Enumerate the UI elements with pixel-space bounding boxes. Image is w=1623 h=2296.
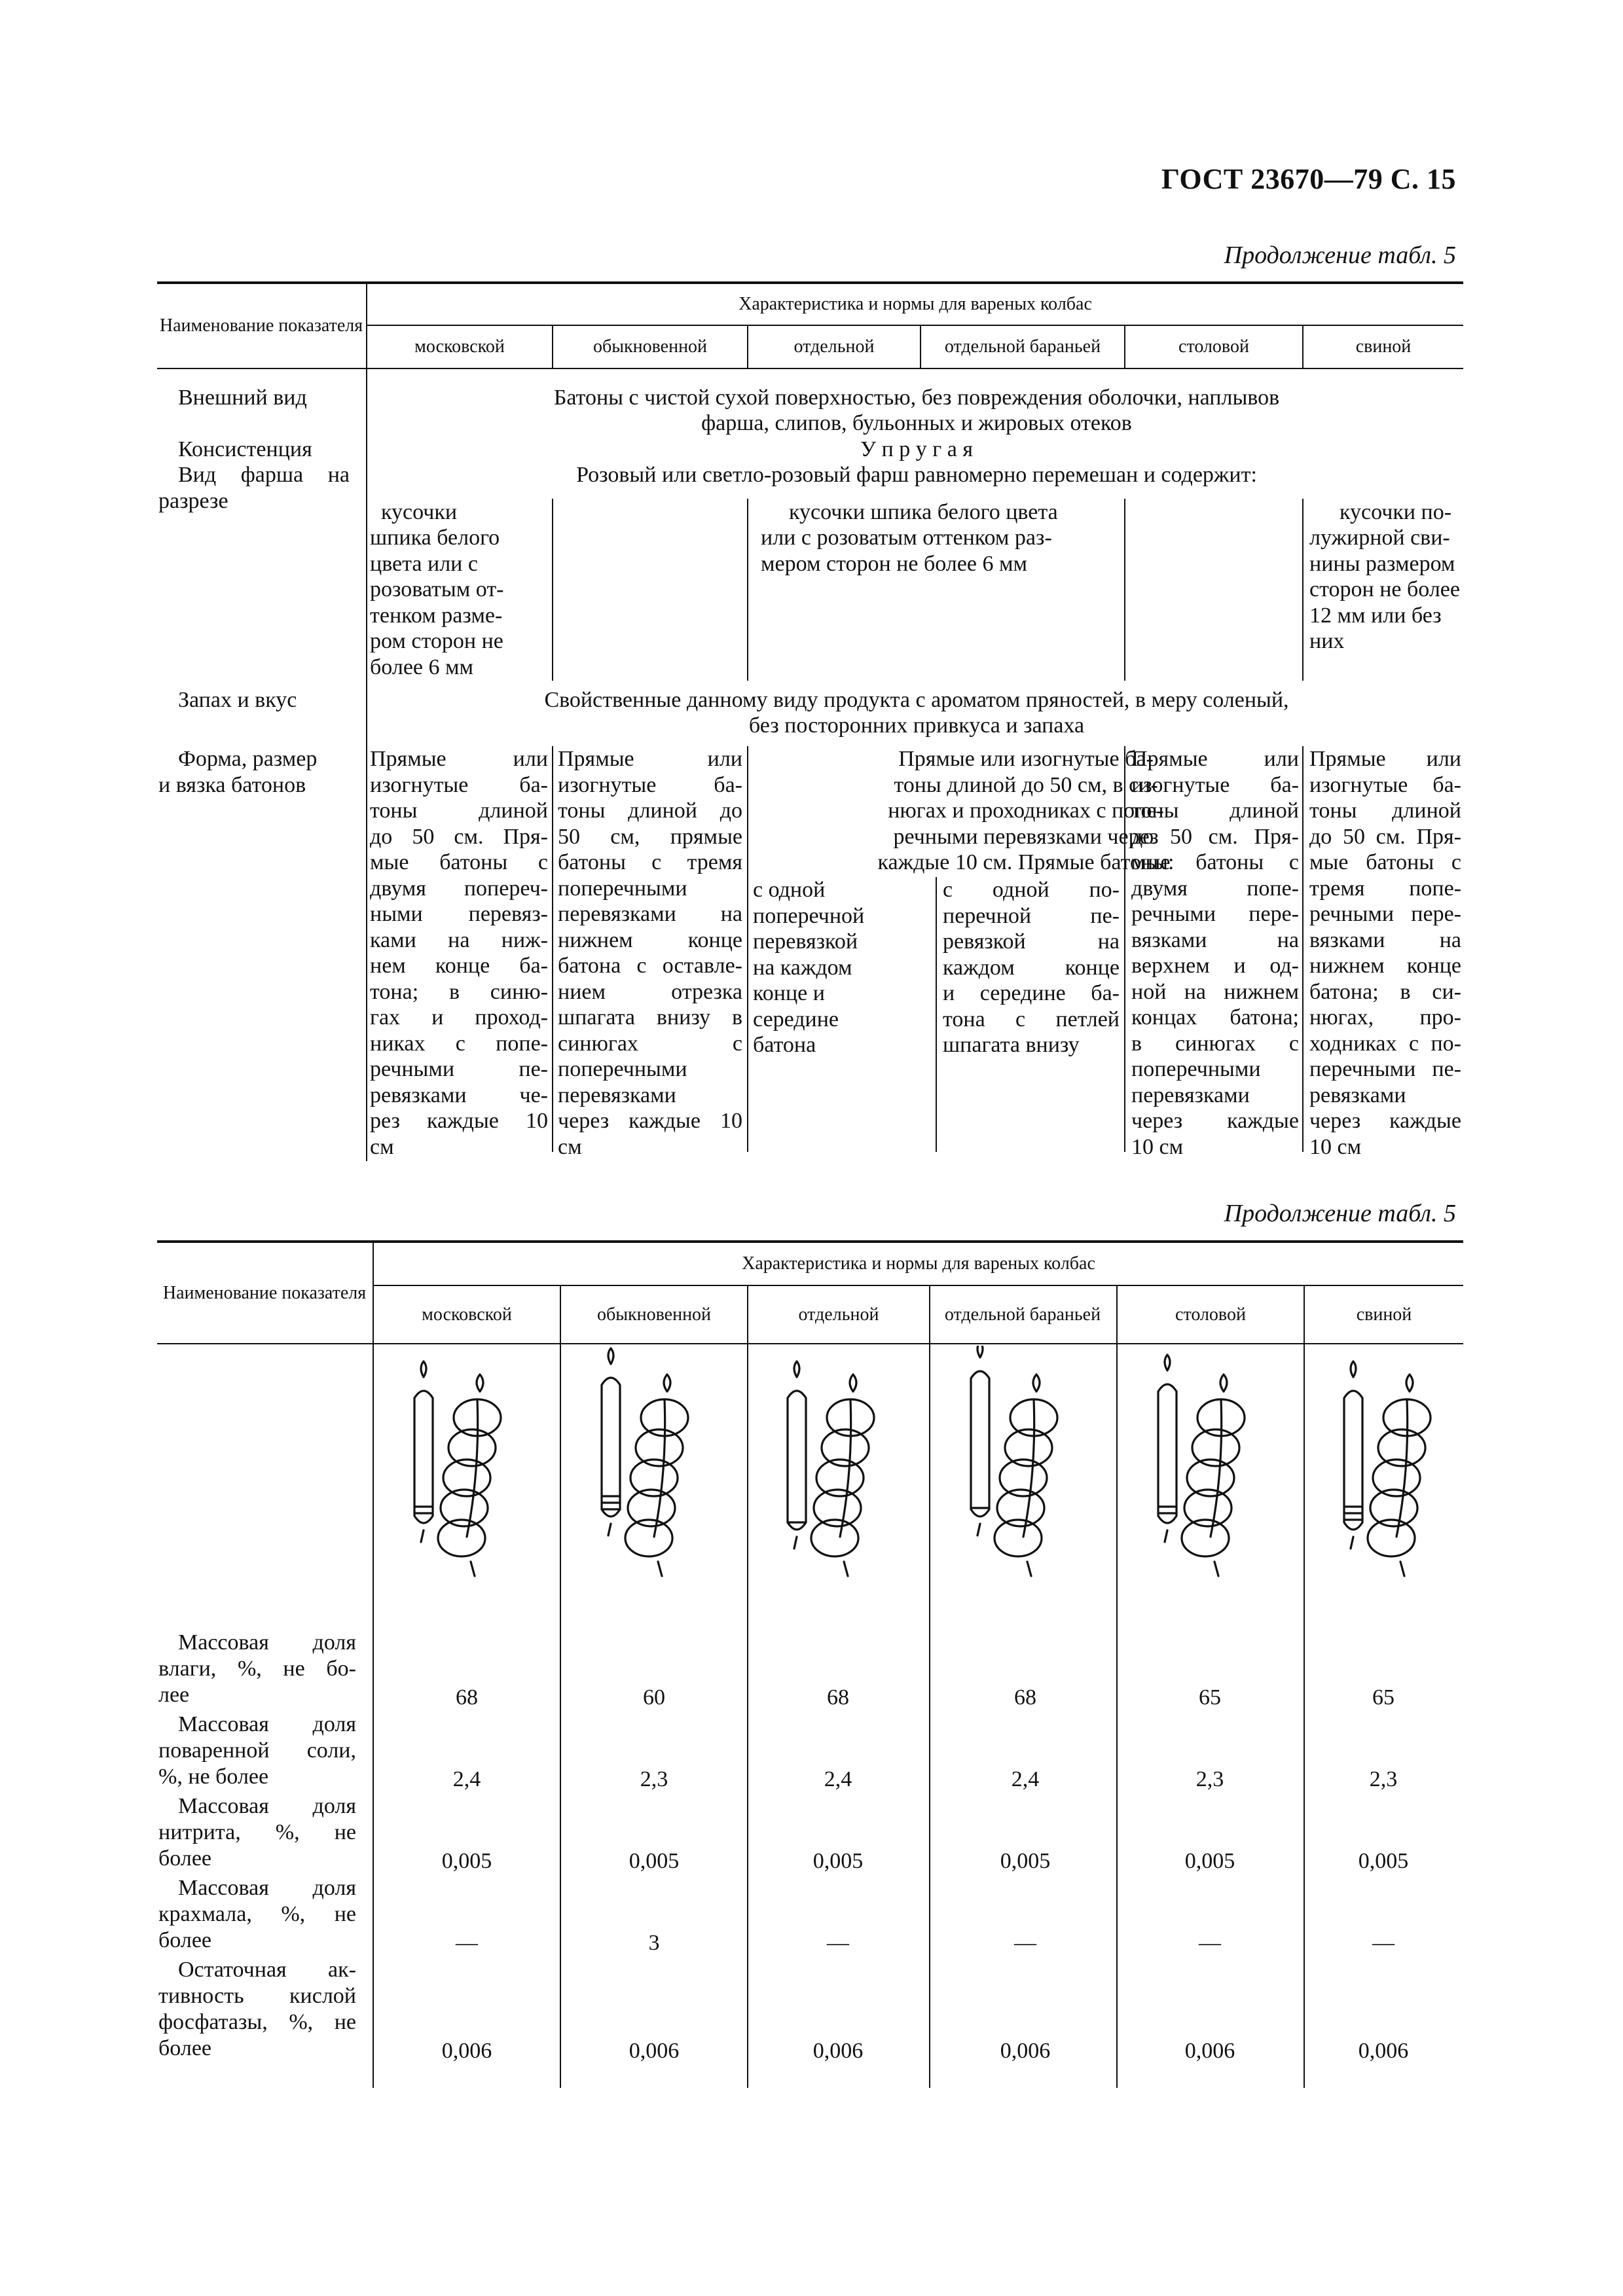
table-cell-value: 0,006 <box>812 2039 864 2063</box>
sausage-seam <box>840 1399 851 1537</box>
table-cell-value: 3 <box>648 1931 660 1955</box>
string-loop <box>850 1374 856 1391</box>
row-label-line: Остаточная ак- <box>178 1958 356 1982</box>
appearance-line-2: фарша, слипов, бульонных и жировых отеков <box>701 411 1132 435</box>
shape-moscow-line: рез каждые 10 <box>370 1109 548 1133</box>
row-label-line: более <box>158 2036 211 2060</box>
string-end <box>471 1562 475 1576</box>
row-label-consistency: Консистенция <box>178 437 312 461</box>
shape-separate-mutton-line: речными перевязками через <box>893 824 1159 849</box>
table-cell-value: 0,005 <box>1000 1849 1051 1873</box>
shape-table-line: речными пере- <box>1131 902 1299 926</box>
table-cell-value: 68 <box>456 1685 478 1710</box>
column-header-2: отдельной <box>798 1304 879 1325</box>
string-end <box>1351 1537 1353 1549</box>
shape-table-line: через каждые <box>1131 1109 1299 1133</box>
shape-moscow-line: гах и проход- <box>370 1005 548 1030</box>
string-end <box>1400 1562 1404 1576</box>
shape-moscow-line: мые батоны с <box>370 850 548 874</box>
row-label-line: нитрита, %, не <box>158 1820 356 1844</box>
shape-ordinary <box>558 746 742 1160</box>
column-header-2: столовой <box>1175 1304 1246 1325</box>
shape-ordinary-line: поперечными <box>558 876 687 901</box>
cut-moscow-4: розоватым от- <box>370 577 504 601</box>
shape-pork-line: вязками на <box>1309 927 1461 952</box>
row-label-line: более <box>158 1846 211 1871</box>
shape-table-line: поперечными <box>1131 1057 1261 1081</box>
shape-table-line: вязками на <box>1131 927 1299 952</box>
table-cell-value: 2,4 <box>1011 1767 1040 1791</box>
shape-moscow-line: тона; в синю- <box>370 979 548 1004</box>
table-cell-value: 0,006 <box>441 2039 492 2063</box>
string-loop <box>1351 1361 1356 1377</box>
shape-mutton-line: ревязкой на <box>943 929 1120 954</box>
cut-pork-3: нины размером <box>1309 552 1455 576</box>
cut-pork-5: 12 мм или без <box>1309 603 1442 628</box>
shape-pork <box>1309 746 1461 1160</box>
shape-separate-line: батона <box>753 1033 816 1057</box>
indicator-header-2: Наименование показателя <box>162 1282 367 1303</box>
table-cell-value: 2,3 <box>1369 1767 1398 1791</box>
shape-ordinary-line: перевязками <box>558 1083 676 1107</box>
string-end <box>794 1537 797 1549</box>
shape-ordinary-line: нижнем конце <box>558 927 742 952</box>
row-label-shape-2: и вязка батонов <box>158 773 306 797</box>
column-header-2: свиной <box>1356 1304 1412 1325</box>
sausage-seam <box>1211 1399 1222 1537</box>
table-cell-value: 0,005 <box>812 1849 864 1873</box>
cut-moscow-1: кусочки <box>381 500 458 524</box>
row-label-line: крахмала, %, не <box>158 1902 356 1926</box>
shape-separate-line: поперечной <box>753 903 865 928</box>
appearance-line-1: Батоны с чистой сухой поверхностью, без повреждения оболочки, наплывов <box>553 386 1280 410</box>
table-cell-value: — <box>1014 1931 1036 1955</box>
shape-moscow-line: речными пе- <box>370 1057 548 1081</box>
shape-ordinary-line: через каждые 10 <box>558 1109 742 1133</box>
shape-moscow <box>370 746 548 1160</box>
string-loop <box>421 1361 426 1377</box>
smell-line-2: без посторонних привкуса и запаха <box>748 713 1085 738</box>
sausage-seam <box>654 1399 665 1537</box>
smell-line-1: Свойственные данному виду продукта с ароматом пряностей, в меру соленый, <box>544 688 1289 712</box>
table-cell-value: — <box>1199 1931 1221 1955</box>
table-cell-value: — <box>456 1931 478 1955</box>
shape-separate-mutton-line: каждые 10 см. Прямые батоны: <box>877 850 1175 874</box>
shape-separate-line: перевязкой <box>753 929 858 954</box>
string-end <box>1027 1562 1031 1576</box>
column-header-2: московской <box>422 1304 512 1325</box>
shape-table-line: ной на нижнем <box>1131 979 1299 1004</box>
shape-ordinary-line: Прямые или <box>558 747 742 771</box>
shape-separate <box>753 877 931 1058</box>
shape-moscow-line: см <box>370 1134 394 1159</box>
shape-mutton-line: тона с петлей <box>943 1007 1120 1031</box>
shape-table-line: 10 см <box>1131 1134 1184 1159</box>
column-header-2: отдельной бараньей <box>944 1304 1101 1325</box>
row-label-line: влаги, %, не бо- <box>158 1657 356 1681</box>
shape-mutton-line: с одной по- <box>943 878 1120 902</box>
table-cell-value: 0,006 <box>629 2039 680 2063</box>
shape-ordinary-line: синюгах с <box>558 1031 742 1056</box>
row-label-line: Массовая доля <box>178 1876 356 1900</box>
row-label-line: лее <box>158 1683 190 1707</box>
shape-table-line: Прямые или <box>1131 747 1299 771</box>
cut-moscow-6: ром сторон не <box>370 629 503 653</box>
shape-moscow-line: никах с попе- <box>370 1031 548 1056</box>
cut-moscow-3: цвета или с <box>370 552 478 576</box>
shape-pork-line: ревязками <box>1309 1083 1406 1107</box>
string-loop <box>1220 1374 1227 1391</box>
table-cell-value: 60 <box>643 1685 665 1710</box>
sausage-straight <box>971 1371 989 1516</box>
string-end <box>1214 1562 1218 1576</box>
table-cell-value: 0,005 <box>629 1849 680 1873</box>
row-label-line: Массовая доля <box>178 1630 356 1655</box>
sausage-straight <box>1344 1391 1362 1530</box>
shape-separate-mutton-line: нюгах и проходниках с попе- <box>888 798 1164 823</box>
shape-ordinary-line: перевязками на <box>558 902 742 926</box>
shape-separate-line: с одной <box>753 878 826 902</box>
shape-pork-line: 10 см <box>1309 1134 1362 1159</box>
shape-separate-line: на каждом <box>753 955 852 980</box>
indicator-header: Наименование показателя <box>159 315 363 336</box>
cut-moscow-7: более 6 мм <box>370 655 474 679</box>
shape-moscow-line: изогнутые ба- <box>370 772 548 797</box>
cut-moscow-5: тенком разме- <box>370 603 503 628</box>
table-cell-value: 0,005 <box>1358 1849 1409 1873</box>
page-header: ГОСТ 23670—79 С. 15 <box>1161 163 1456 195</box>
row-label-line: поваренной соли, <box>158 1738 356 1763</box>
string-end <box>977 1524 980 1535</box>
shape-table-line: в синюгах с <box>1131 1031 1299 1056</box>
cut-pork-6: них <box>1309 629 1345 653</box>
sausage-seam <box>1023 1399 1034 1537</box>
table-cell-value: — <box>827 1931 849 1955</box>
shape-ordinary-line: нием отрезка <box>558 979 742 1004</box>
shape-pork-line: Прямые или <box>1309 747 1461 771</box>
shape-table-line: концах батона; <box>1131 1005 1299 1030</box>
column-header: свиной <box>1355 336 1412 357</box>
shape-mutton <box>943 877 1120 1058</box>
column-header: отдельной <box>793 336 875 357</box>
cut-separate-3: мером сторон не более 6 мм <box>761 552 1027 576</box>
string-end <box>1165 1530 1167 1542</box>
shape-pork-line: нижнем конце <box>1309 954 1461 978</box>
shape-mutton-line: каждом конце <box>943 955 1120 980</box>
shape-table-line: мые батоны с <box>1131 850 1299 874</box>
shape-pork-line: через каждые <box>1309 1109 1461 1133</box>
cut-moscow-2: шпика белого <box>370 526 500 550</box>
row-label-cut-2: разрезе <box>158 489 228 513</box>
shape-pork-line: тремя попе- <box>1309 876 1461 901</box>
row-label-line: более <box>158 1928 211 1952</box>
shape-pork-line: изогнутые ба- <box>1309 772 1461 797</box>
row-label-line: %, не более <box>158 1765 269 1789</box>
row-label-cut-1: Вид фарша на <box>178 463 350 487</box>
shape-ordinary-line: батоны с тремя <box>558 850 742 874</box>
table-cell-value: 2,3 <box>640 1767 668 1791</box>
row-label-line: Массовая доля <box>178 1712 356 1736</box>
string-loop <box>608 1348 613 1364</box>
row-label-appearance: Внешний вид <box>178 386 307 410</box>
string-loop <box>977 1346 983 1357</box>
row-label-line: Массовая доля <box>178 1794 356 1818</box>
shape-mutton-line: и середине ба- <box>943 981 1120 1005</box>
continuation-label-2: Продолжение табл. 5 <box>1224 1200 1456 1227</box>
shape-moscow-line: ками на ниж- <box>370 927 548 952</box>
column-header: столовой <box>1178 336 1249 357</box>
cut-separate-1: кусочки шпика белого цвета <box>789 500 1058 524</box>
string-end <box>608 1524 611 1535</box>
string-loop <box>1165 1355 1170 1371</box>
shape-pork-line: ходниках с по- <box>1309 1031 1461 1056</box>
table-cell-value: 0,006 <box>1184 2039 1235 2063</box>
characteristic-header: Характеристика и нормы для вареных колбас <box>739 294 1092 314</box>
cut-pork-1: кусочки по- <box>1340 500 1452 524</box>
continuation-label-1: Продолжение табл. 5 <box>1224 242 1456 269</box>
table-cell-value: 68 <box>827 1685 849 1710</box>
cut-intro: Розовый или светло-розовый фарш равномерно перемешан и содержит: <box>576 463 1257 487</box>
shape-separate-line: конце и <box>753 981 825 1005</box>
string-end <box>421 1530 424 1542</box>
shape-pork-line: нюгах, про- <box>1309 1005 1461 1030</box>
table-cell-value: 65 <box>1372 1685 1395 1710</box>
sausage-illustrations <box>374 1346 1463 1607</box>
table-cell-value: 2,4 <box>824 1767 852 1791</box>
table-cell-value: 0,006 <box>1358 2039 1409 2063</box>
table-cell-value: 68 <box>1014 1685 1036 1710</box>
table-cell-value: 65 <box>1199 1685 1221 1710</box>
shape-separate-line: середине <box>753 1007 839 1031</box>
shape-ordinary-line: изогнутые ба- <box>558 772 742 797</box>
row-label-line: тивность кислой <box>158 1984 356 2008</box>
column-header: отдельной бараньей <box>944 336 1101 357</box>
shape-ordinary-line: поперечными <box>558 1057 687 1081</box>
string-loop <box>1033 1374 1040 1391</box>
shape-ordinary-line: тоны длиной до <box>558 798 742 823</box>
table-cell-value: 0,006 <box>1000 2039 1051 2063</box>
shape-pork-line: тоны длиной <box>1309 798 1461 823</box>
sausage-seam <box>467 1399 478 1537</box>
string-loop <box>664 1374 670 1391</box>
shape-table-line: верхнем и од- <box>1131 954 1299 978</box>
shape-pork-line: речными пере- <box>1309 902 1461 926</box>
cut-pork-4: сторон не более <box>1309 577 1460 601</box>
shape-pork-line: батона; в си- <box>1309 979 1461 1004</box>
row-label-line: фосфатазы, %, не <box>158 2010 356 2034</box>
shape-mutton-line: перечной пе- <box>943 903 1120 928</box>
shape-table-line: перевязками <box>1131 1083 1250 1107</box>
shape-moscow-line: Прямые или <box>370 747 548 771</box>
table-cell-value: 2,3 <box>1195 1767 1224 1791</box>
shape-ordinary-line: см <box>558 1134 582 1159</box>
shape-moscow-line: ными перевяз- <box>370 902 548 926</box>
shape-separate-mutton-line: тоны длиной до 50 см, в си- <box>894 772 1158 797</box>
row-label-smell: Запах и вкус <box>178 688 297 712</box>
shape-pork-line: до 50 см. Пря- <box>1309 824 1461 849</box>
shape-table-line: двумя попе- <box>1131 876 1299 901</box>
string-end <box>658 1562 662 1576</box>
shape-moscow-line: тоны длиной <box>370 798 548 823</box>
shape-table-line: изогнутые ба- <box>1131 772 1299 797</box>
shape-ordinary-line: шпагата внизу в <box>558 1005 742 1030</box>
shape-ordinary-line: 50 см, прямые <box>558 824 742 849</box>
shape-moscow-line: нем конце ба- <box>370 954 548 978</box>
shape-separate-mutton-line: Прямые или изогнутые ба- <box>898 747 1154 771</box>
table-cell-value: 0,005 <box>441 1849 492 1873</box>
string-end <box>844 1562 848 1576</box>
shape-table-line: тоны длиной <box>1131 798 1299 823</box>
string-loop <box>794 1361 799 1377</box>
shape-table <box>1131 746 1299 1160</box>
sausage-straight <box>414 1391 433 1523</box>
shape-moscow-line: до 50 см. Пря- <box>370 824 548 849</box>
shape-pork-line: перечными пе- <box>1309 1057 1461 1081</box>
row-label-shape-1: Форма, размер <box>178 747 318 771</box>
shape-pork-line: мые батоны с <box>1309 850 1461 874</box>
column-header: московской <box>414 336 505 357</box>
sausage-seam <box>1396 1399 1408 1537</box>
shape-table-line: до 50 см. Пря- <box>1131 824 1299 849</box>
cut-separate-2: или с розоватым оттенком раз- <box>761 526 1052 550</box>
shape-moscow-line: двумя попереч- <box>370 876 548 901</box>
column-header: обыкновенной <box>593 336 708 357</box>
consistency-value: У п р у г а я <box>860 437 973 461</box>
shape-moscow-line: ревязками че- <box>370 1083 548 1107</box>
string-loop <box>477 1374 483 1391</box>
sausage-straight <box>1158 1384 1176 1523</box>
table-cell-value: 2,4 <box>452 1767 481 1791</box>
string-loop <box>1406 1374 1413 1391</box>
sausage-straight <box>788 1391 806 1530</box>
column-header-2: обыкновенной <box>596 1304 712 1325</box>
table-cell-value: 0,005 <box>1184 1849 1235 1873</box>
characteristic-header-2: Характеристика и нормы для вареных колбас <box>742 1253 1095 1274</box>
cut-pork-2: лужирной сви- <box>1309 526 1450 550</box>
shape-mutton-line: шпагата внизу <box>943 1033 1080 1057</box>
shape-ordinary-line: батона с оставле- <box>558 954 742 978</box>
table-cell-value: — <box>1372 1931 1395 1955</box>
